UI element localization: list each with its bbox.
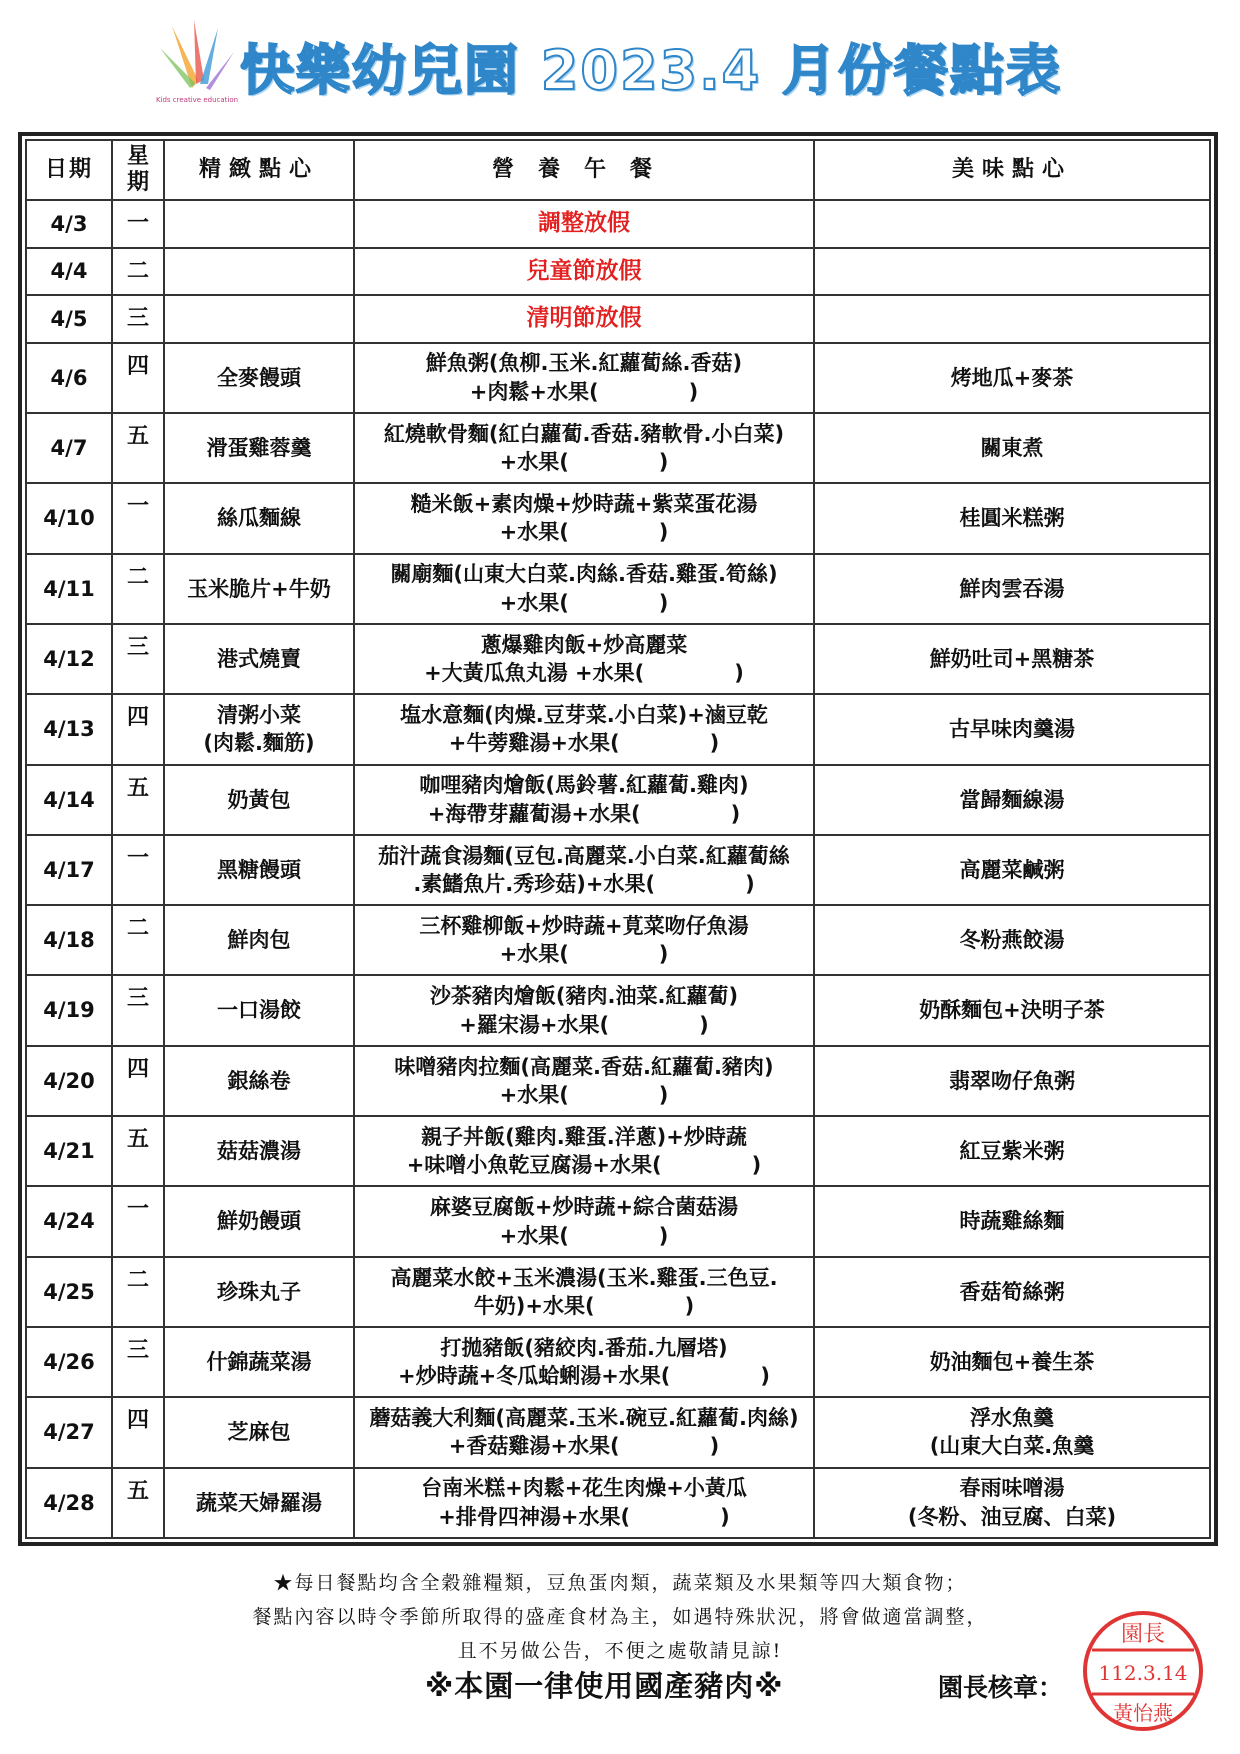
- lunch-fruit-label: +水果(: [499, 450, 569, 475]
- lunch-line: [359, 1222, 809, 1250]
- menu-row: [26, 295, 1210, 343]
- menu-row: [26, 1327, 1210, 1397]
- lunch-fruit-label: +水果(: [499, 1223, 569, 1248]
- lunch-line: 蘑菇義大利麵(高麗菜.玉米.碗豆.紅蘿蔔.肉絲): [369, 1406, 799, 1431]
- row-am-snack: 全麥饅頭: [164, 343, 354, 413]
- lunch-fruit-label: +水果(: [499, 942, 569, 967]
- row-pm-snack: 冬粉燕餃湯: [814, 905, 1210, 975]
- lunch-line: 塩水意麵(肉燥.豆芽菜.小白菜)+滷豆乾: [400, 703, 768, 728]
- row-date: 4/19: [26, 975, 112, 1045]
- row-weekday: 四: [112, 1397, 164, 1467]
- row-lunch: [354, 1257, 814, 1327]
- row-pm-snack: 桂圓米糕粥: [814, 483, 1210, 553]
- row-am-snack: 什錦蔬菜湯: [164, 1327, 354, 1397]
- svg-text:112.3.14: 112.3.14: [1098, 1661, 1188, 1685]
- lunch-fruit-close: ): [760, 1364, 770, 1389]
- row-lunch: [354, 835, 814, 905]
- row-date: 4/26: [26, 1327, 112, 1397]
- lunch-line: 紅燒軟骨麵(紅白蘿蔔.香菇.豬軟骨.小白菜): [383, 421, 785, 446]
- row-weekday: 四: [112, 694, 164, 764]
- row-weekday: 三: [112, 624, 164, 694]
- row-date: 4/7: [26, 413, 112, 483]
- row-lunch: [354, 1116, 814, 1186]
- lunch-fruit-close: ): [751, 1153, 762, 1178]
- row-am-snack: 銀絲卷: [164, 1046, 354, 1116]
- menu-body: [26, 200, 1210, 1538]
- lunch-fruit-close: ): [699, 1012, 709, 1037]
- lunch-line: [359, 1151, 809, 1179]
- lunch-fruit-close: ): [745, 871, 755, 896]
- row-pm-snack: [814, 295, 1210, 343]
- lunch-fruit-label: +味噌小魚乾豆腐湯+水果(: [406, 1153, 662, 1178]
- menu-row: [26, 413, 1210, 483]
- row-pm-snack: 關東煮: [814, 413, 1210, 483]
- lunch-line: [359, 448, 809, 476]
- row-date: 4/13: [26, 694, 112, 764]
- lunch-line: [359, 940, 809, 968]
- footer-notes: [0, 1566, 1240, 1668]
- lunch-fruit-close: ): [658, 942, 669, 967]
- svg-text:Kids creative education: Kids creative education: [155, 96, 239, 104]
- lunch-line: [359, 659, 809, 687]
- menu-row: [26, 765, 1210, 835]
- lunch-line: 味噌豬肉拉麵(高麗菜.香菇.紅蘿蔔.豬肉): [394, 1054, 774, 1079]
- lunch-line: [359, 1081, 809, 1109]
- row-pm-snack: 時蔬雞絲麵: [814, 1186, 1210, 1256]
- lunch-line: 關廟麵(山東大白菜.肉絲.香菇.雞蛋.筍絲): [390, 562, 778, 587]
- row-am-snack: 絲瓜麵線: [164, 483, 354, 553]
- row-weekday: 一: [112, 1186, 164, 1256]
- row-date: 4/25: [26, 1257, 112, 1327]
- row-weekday: 五: [112, 1468, 164, 1538]
- row-am-snack: [164, 295, 354, 343]
- row-pm-snack: 春雨味噌湯 (冬粉、油豆腐、白菜): [814, 1468, 1210, 1538]
- row-weekday: 三: [112, 1327, 164, 1397]
- lunch-line: [359, 1432, 809, 1460]
- row-lunch: [354, 554, 814, 624]
- row-pm-snack: 烤地瓜+麥茶: [814, 343, 1210, 413]
- row-date: 4/14: [26, 765, 112, 835]
- row-pm-snack: 紅豆紫米粥: [814, 1116, 1210, 1186]
- note-line: 餐點內容以時令季節所取得的盛產食材為主，如遇特殊狀況，將會做適當調整，: [252, 1606, 988, 1628]
- lunch-line: [359, 1292, 809, 1320]
- lunch-line: [359, 1362, 809, 1390]
- menu-table-frame: [18, 132, 1218, 1546]
- lunch-line: 咖哩豬肉燴飯(馬鈴薯.紅蘿蔔.雞肉): [419, 773, 749, 798]
- row-am-snack: 珍珠丸子: [164, 1257, 354, 1327]
- pork-notice: ※本園一律使用國產豬肉※: [425, 1669, 784, 1703]
- row-weekday: 四: [112, 1046, 164, 1116]
- table-header-row: [26, 140, 1210, 200]
- row-date: 4/5: [26, 295, 112, 343]
- lunch-fruit-label: 牛奶)+水果(: [473, 1293, 595, 1318]
- row-am-snack: 奶黃包: [164, 765, 354, 835]
- lunch-line: 高麗菜水餃+玉米濃湯(玉米.雞蛋.三色豆.: [390, 1265, 778, 1290]
- menu-row: [26, 975, 1210, 1045]
- menu-row: [26, 483, 1210, 553]
- row-lunch: [354, 1046, 814, 1116]
- lunch-fruit-close: ): [658, 450, 669, 475]
- lunch-fruit-close: ): [688, 379, 699, 404]
- lunch-fruit-label: +羅宋湯+水果(: [459, 1012, 610, 1037]
- row-am-snack: [164, 248, 354, 296]
- row-date: 4/10: [26, 483, 112, 553]
- lunch-fruit-label: +香菇雞湯+水果(: [448, 1434, 620, 1459]
- note-line: 且不另做公告，不便之處敬請見諒!: [457, 1640, 783, 1662]
- header-pm-snack: 美味點心: [814, 140, 1210, 200]
- lunch-fruit-label: .素鰭魚片.秀珍菇)+水果(: [413, 871, 656, 896]
- kindergarten-logo: [152, 18, 242, 110]
- row-pm-snack: 古早味肉羹湯: [814, 694, 1210, 764]
- row-lunch: [354, 624, 814, 694]
- lunch-line: [359, 800, 809, 828]
- row-date: 4/4: [26, 248, 112, 296]
- lunch-line: 茄汁蔬食湯麵(豆包.高麗菜.小白菜.紅蘿蔔絲: [378, 843, 790, 868]
- row-pm-snack: 奶油麵包+養生茶: [814, 1327, 1210, 1397]
- lunch-fruit-label: +排骨四神湯+水果(: [438, 1504, 631, 1529]
- row-weekday: 二: [112, 1257, 164, 1327]
- lunch-line: [359, 870, 809, 898]
- lunch-fruit-label: +牛蒡雞湯+水果(: [448, 731, 620, 756]
- menu-row: [26, 1186, 1210, 1256]
- row-weekday: 五: [112, 765, 164, 835]
- lunch-line: [359, 518, 809, 546]
- lunch-fruit-close: ): [720, 1504, 730, 1529]
- row-am-snack: 鮮奶饅頭: [164, 1186, 354, 1256]
- row-date: 4/28: [26, 1468, 112, 1538]
- row-am-snack: 港式燒賣: [164, 624, 354, 694]
- page-title: 快樂幼兒園 2023.4 月份餐點表: [240, 39, 1062, 102]
- row-date: 4/24: [26, 1186, 112, 1256]
- menu-row: [26, 694, 1210, 764]
- row-lunch: [354, 343, 814, 413]
- row-weekday: 一: [112, 200, 164, 248]
- row-am-snack: 蔬菜天婦羅湯: [164, 1468, 354, 1538]
- lunch-line: 沙茶豬肉燴飯(豬肉.油菜.紅蘿蔔): [429, 984, 739, 1009]
- row-weekday: 二: [112, 248, 164, 296]
- menu-row: [26, 1046, 1210, 1116]
- row-lunch: 兒童節放假: [354, 248, 814, 296]
- row-weekday: 三: [112, 295, 164, 343]
- svg-text:園長: 園長: [1120, 1622, 1166, 1647]
- row-lunch: 調整放假: [354, 200, 814, 248]
- lunch-fruit-label: +海帶芽蘿蔔湯+水果(: [427, 801, 641, 826]
- row-am-snack: 玉米脆片+牛奶: [164, 554, 354, 624]
- row-date: 4/27: [26, 1397, 112, 1467]
- menu-row: [26, 835, 1210, 905]
- row-pm-snack: 浮水魚羹 (山東大白菜.魚羹: [814, 1397, 1210, 1467]
- lunch-fruit-label: +水果(: [499, 520, 569, 545]
- menu-row: [26, 1257, 1210, 1327]
- row-pm-snack: 鮮肉雲吞湯: [814, 554, 1210, 624]
- row-pm-snack: 鮮奶吐司+黑糖茶: [814, 624, 1210, 694]
- lunch-fruit-label: +肉鬆+水果(: [469, 379, 599, 404]
- lunch-line: [359, 729, 809, 757]
- row-am-snack: 一口湯餃: [164, 975, 354, 1045]
- row-am-snack: 滑蛋雞蓉羹: [164, 413, 354, 483]
- row-am-snack: 清粥小菜 (肉鬆.麵筋): [164, 694, 354, 764]
- row-pm-snack: [814, 248, 1210, 296]
- row-weekday: 一: [112, 483, 164, 553]
- menu-row: [26, 1468, 1210, 1538]
- row-lunch: 清明節放假: [354, 295, 814, 343]
- lunch-fruit-close: ): [730, 801, 741, 826]
- menu-row: [26, 200, 1210, 248]
- row-am-snack: 黑糖饅頭: [164, 835, 354, 905]
- lunch-line: [359, 1011, 809, 1039]
- row-lunch: [354, 1186, 814, 1256]
- note-line: ★每日餐點均含全穀雜糧類，豆魚蛋肉類，蔬菜類及水果類等四大類食物；: [273, 1572, 967, 1594]
- lunch-fruit-label: +水果(: [499, 1082, 569, 1107]
- lunch-line: 台南米糕+肉鬆+花生肉燥+小黃瓜: [421, 1476, 747, 1501]
- row-date: 4/21: [26, 1116, 112, 1186]
- header-date: 日期: [26, 140, 112, 200]
- row-pm-snack: 高麗菜鹹粥: [814, 835, 1210, 905]
- row-date: 4/11: [26, 554, 112, 624]
- lunch-fruit-close: ): [658, 520, 669, 545]
- seal-label: 園長核章：: [938, 1673, 1064, 1702]
- lunch-fruit-label: +水果(: [499, 590, 569, 615]
- row-weekday: 二: [112, 905, 164, 975]
- row-date: 4/6: [26, 343, 112, 413]
- row-pm-snack: 香菇筍絲粥: [814, 1257, 1210, 1327]
- row-date: 4/3: [26, 200, 112, 248]
- lunch-line: [359, 1503, 809, 1531]
- row-am-snack: 鮮肉包: [164, 905, 354, 975]
- row-weekday: 二: [112, 554, 164, 624]
- row-lunch: [354, 1468, 814, 1538]
- lunch-fruit-close: ): [658, 1223, 669, 1248]
- row-pm-snack: 翡翠吻仔魚粥: [814, 1046, 1210, 1116]
- lunch-line: 糙米飯+素肉燥+炒時蔬+紫菜蛋花湯: [410, 492, 758, 517]
- row-lunch: [354, 1397, 814, 1467]
- menu-row: [26, 1397, 1210, 1467]
- row-lunch: [354, 1327, 814, 1397]
- lunch-fruit-label: +炒時蔬+冬瓜蛤蜊湯+水果(: [398, 1364, 671, 1389]
- row-weekday: 四: [112, 343, 164, 413]
- row-weekday: 一: [112, 835, 164, 905]
- row-pm-snack: 當歸麵線湯: [814, 765, 1210, 835]
- menu-row: [26, 1116, 1210, 1186]
- lunch-fruit-label: +大黃瓜魚丸湯 +水果(: [424, 661, 645, 686]
- row-lunch: [354, 765, 814, 835]
- row-am-snack: [164, 200, 354, 248]
- lunch-line: 鮮魚粥(魚柳.玉米.紅蘿蔔絲.香菇): [425, 351, 743, 376]
- header-am-snack: 精緻點心: [164, 140, 354, 200]
- menu-row: [26, 905, 1210, 975]
- menu-row: [26, 248, 1210, 296]
- lunch-line: [359, 589, 809, 617]
- row-lunch: [354, 413, 814, 483]
- row-date: 4/20: [26, 1046, 112, 1116]
- lunch-fruit-close: ): [709, 1434, 720, 1459]
- row-pm-snack: 奶酥麵包+決明子茶: [814, 975, 1210, 1045]
- row-am-snack: 芝麻包: [164, 1397, 354, 1467]
- row-weekday: 五: [112, 1116, 164, 1186]
- row-weekday: 五: [112, 413, 164, 483]
- row-date: 4/12: [26, 624, 112, 694]
- row-lunch: [354, 483, 814, 553]
- lunch-fruit-close: ): [658, 590, 669, 615]
- row-lunch: [354, 905, 814, 975]
- lunch-line: 打拋豬飯(豬絞肉.番茄.九層塔): [440, 1335, 728, 1360]
- menu-row: [26, 554, 1210, 624]
- row-pm-snack: [814, 200, 1210, 248]
- header-lunch: 營養午餐: [354, 140, 814, 200]
- row-lunch: [354, 694, 814, 764]
- menu-row: [26, 624, 1210, 694]
- lunch-fruit-close: ): [684, 1293, 695, 1318]
- lunch-fruit-close: ): [734, 661, 744, 686]
- row-date: 4/17: [26, 835, 112, 905]
- lunch-fruit-close: ): [709, 731, 720, 756]
- row-am-snack: 菇菇濃湯: [164, 1116, 354, 1186]
- row-date: 4/18: [26, 905, 112, 975]
- lunch-line: 三杯雞柳飯+炒時蔬+莧菜吻仔魚湯: [419, 913, 749, 938]
- lunch-line: [359, 378, 809, 406]
- lunch-fruit-close: ): [658, 1082, 669, 1107]
- row-weekday: 三: [112, 975, 164, 1045]
- row-lunch: [354, 975, 814, 1045]
- lunch-line: 麻婆豆腐飯+炒時蔬+綜合菌菇湯: [429, 1195, 739, 1220]
- svg-text:黃怡燕: 黃怡燕: [1113, 1701, 1173, 1725]
- principal-seal-stamp: [1078, 1606, 1208, 1736]
- lunch-line: 親子丼飯(雞肉.雞蛋.洋蔥)+炒時蔬: [421, 1124, 747, 1149]
- header-weekday: 星期: [112, 140, 164, 200]
- lunch-line: 蔥爆雞肉飯+炒高麗菜: [480, 632, 688, 657]
- menu-table: [25, 139, 1211, 1539]
- menu-row: [26, 343, 1210, 413]
